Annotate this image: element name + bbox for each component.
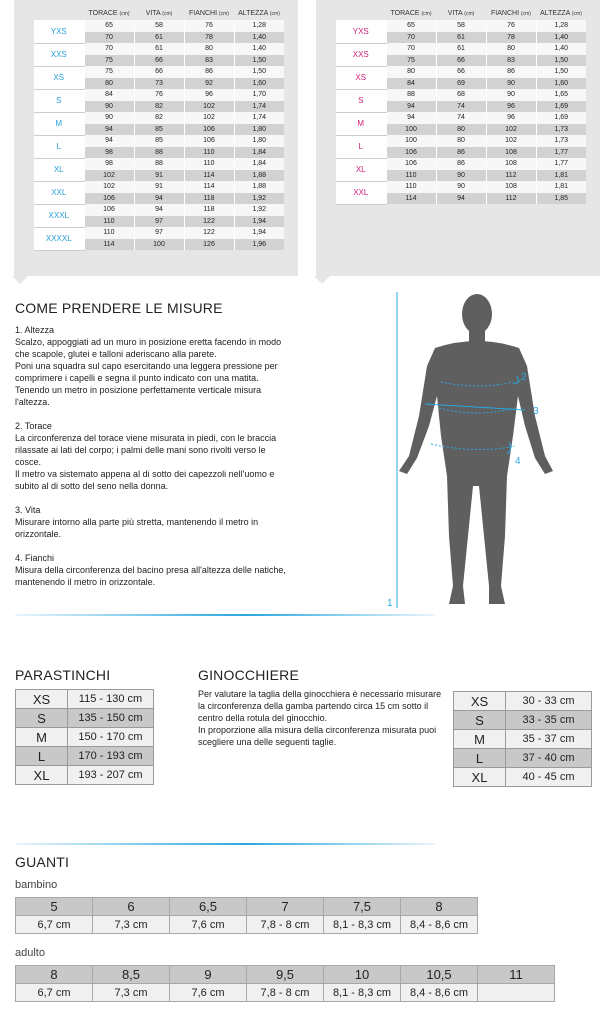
glove-size-cell: 9,5 xyxy=(247,966,324,984)
table-cell: 92 xyxy=(184,78,234,90)
ginocchiere-text-1: Per valutare la taglia della ginocchiera è necessario misurare la circonferenza della gamba partendo circa 15 cm sotto il centro della rotula del ginocchio. xyxy=(198,689,442,723)
table-cell: 69 xyxy=(436,78,486,90)
label-3: 3 xyxy=(533,406,539,417)
size-table-panel-right xyxy=(316,0,600,276)
table-cell: 83 xyxy=(486,55,536,67)
table-cell: 85 xyxy=(134,135,184,147)
table-cell: 94 xyxy=(436,193,486,205)
table-cell: 80 xyxy=(486,43,536,55)
size-label: XXS xyxy=(34,43,84,66)
table-cell: 78 xyxy=(184,32,234,44)
table-row xyxy=(34,227,284,239)
table-cell: 1,88 xyxy=(234,170,284,182)
table-cell: 1,50 xyxy=(536,66,586,78)
table-row xyxy=(34,181,284,193)
glove-size-cell: 11 xyxy=(478,966,555,984)
table-cell: 76 xyxy=(486,20,536,32)
table-cell: 66 xyxy=(436,66,486,78)
header-torace: TORACE (cm) xyxy=(390,10,432,17)
adulto-label: adulto xyxy=(15,947,45,959)
glove-cm-cell: 7,8 - 8 cm xyxy=(247,984,324,1002)
table-row xyxy=(336,158,586,170)
label-1: 1 xyxy=(387,598,393,609)
parastinchi-table xyxy=(15,689,154,785)
glove-cm-cell: 7,3 cm xyxy=(93,984,170,1002)
table-cell: 1,40 xyxy=(536,32,586,44)
table-cell: 118 xyxy=(184,193,234,205)
size-label: XL xyxy=(336,158,386,181)
size-label: S xyxy=(34,89,84,112)
table-cell: 98 xyxy=(84,158,134,170)
table-cell: 1,74 xyxy=(234,112,284,124)
table-cell: 94 xyxy=(134,193,184,205)
table-cell: 86 xyxy=(436,158,486,170)
table-cell: 90 xyxy=(436,170,486,182)
table-cell: 1,60 xyxy=(234,78,284,90)
instruction-heading: 2. Torace xyxy=(15,421,52,431)
body-silhouette xyxy=(399,294,553,604)
table-cell: 78 xyxy=(486,32,536,44)
table-cell: 1,74 xyxy=(234,101,284,113)
table-cell: 106 xyxy=(184,124,234,136)
table-cell: 110 xyxy=(84,216,134,228)
table-row xyxy=(454,768,592,787)
table-cell: 70 xyxy=(84,32,134,44)
table-cell: 94 xyxy=(134,204,184,216)
section-divider xyxy=(15,843,435,845)
instruction-line: Il metro va sistemato appena al di sotto dei capezzoli nell'uomo e subito al di sotto del seno nella donna. xyxy=(15,469,275,491)
table-cell: 90 xyxy=(84,101,134,113)
table-cell: 100 xyxy=(134,239,184,251)
table-cell: 97 xyxy=(134,216,184,228)
table-cell: 1,94 xyxy=(234,227,284,239)
size-cell: XL xyxy=(454,768,506,787)
table-cell: 70 xyxy=(386,43,436,55)
table-cell: 80 xyxy=(84,78,134,90)
table-cell: 1,84 xyxy=(234,158,284,170)
table-cell: 82 xyxy=(134,101,184,113)
size-label: M xyxy=(336,112,386,135)
table-row xyxy=(336,112,586,124)
table-cell: 110 xyxy=(386,181,436,193)
size-label: XS xyxy=(336,66,386,89)
ginocchiere-text xyxy=(198,688,448,748)
table-cell: 86 xyxy=(486,66,536,78)
size-cell: L xyxy=(454,749,506,768)
bambino-label: bambino xyxy=(15,879,58,891)
size-cell: XS xyxy=(454,692,506,711)
size-cell: M xyxy=(16,728,68,747)
table-cell: 108 xyxy=(486,147,536,159)
table-cell: 90 xyxy=(84,112,134,124)
size-label: L xyxy=(336,135,386,158)
ginocchiere-table xyxy=(453,691,592,787)
measure-cell: 35 - 37 cm xyxy=(506,730,592,749)
ginocchiere-title: GINOCCHIERE xyxy=(198,667,299,683)
size-cell: XL xyxy=(16,766,68,785)
table-cell: 1,81 xyxy=(536,170,586,182)
table-cell: 1,70 xyxy=(234,89,284,101)
table-cell: 102 xyxy=(84,170,134,182)
instruction-block xyxy=(15,420,290,492)
table-cell: 106 xyxy=(386,158,436,170)
size-cell: M xyxy=(454,730,506,749)
glove-size-cell: 10,5 xyxy=(401,966,478,984)
table-row xyxy=(34,112,284,124)
table-cell: 65 xyxy=(386,20,436,32)
glove-cm-row xyxy=(16,984,555,1002)
table-cell: 91 xyxy=(134,181,184,193)
size-table-panel-left xyxy=(14,0,298,276)
table-cell: 1,28 xyxy=(536,20,586,32)
table-cell: 110 xyxy=(84,227,134,239)
measure-instructions xyxy=(15,324,290,600)
instruction-line: Scalzo, appoggiati ad un muro in posizione eretta facendo in modo che scapole, glutei e talloni aderiscano alla parete. xyxy=(15,337,282,359)
table-cell: 80 xyxy=(436,135,486,147)
size-label: YXS xyxy=(336,20,386,43)
size-label: XXS xyxy=(336,43,386,66)
glove-cm-cell xyxy=(478,984,555,1002)
table-cell: 1,92 xyxy=(234,204,284,216)
header-fianchi: FIANCHI (cm) xyxy=(491,10,531,17)
instruction-heading: 4. Fianchi xyxy=(15,553,55,563)
table-cell: 1,60 xyxy=(536,78,586,90)
size-cell: S xyxy=(16,709,68,728)
table-cell: 90 xyxy=(486,89,536,101)
instruction-line: Misura della circonferenza del bacino presa all'altezza delle natiche, mantenendo il metro in orizzontale. xyxy=(15,565,286,587)
size-label: L xyxy=(34,135,84,158)
table-cell: 96 xyxy=(486,112,536,124)
header-vita: VITA (cm) xyxy=(145,10,173,17)
ginocchiere-text-2: In proporzione alla misura della circonferenza misurata puoi scegliere una delle seguenti taglie. xyxy=(198,725,437,747)
table-cell: 90 xyxy=(486,78,536,90)
instruction-line: Tenendo un metro in posizione perfettamente verticale misura l'altezza. xyxy=(15,385,262,407)
glove-size-row xyxy=(16,966,555,984)
table-cell: 122 xyxy=(184,216,234,228)
table-row xyxy=(34,43,284,55)
guanti-adulto-table xyxy=(15,965,555,1002)
table-cell: 97 xyxy=(134,227,184,239)
size-cell: S xyxy=(454,711,506,730)
instruction-block xyxy=(15,324,290,408)
table-cell: 1,77 xyxy=(536,147,586,159)
table-cell: 68 xyxy=(436,89,486,101)
instruction-heading: 1. Altezza xyxy=(15,325,55,335)
table-cell: 58 xyxy=(134,20,184,32)
size-cell: L xyxy=(16,747,68,766)
header-torace: TORACE (cm) xyxy=(88,10,130,17)
table-cell: 1,73 xyxy=(536,135,586,147)
table-cell: 74 xyxy=(436,112,486,124)
size-cell: XS xyxy=(16,690,68,709)
table-cell: 75 xyxy=(386,55,436,67)
table-cell: 126 xyxy=(184,239,234,251)
table-cell: 106 xyxy=(84,204,134,216)
table-row xyxy=(454,749,592,768)
size-label: XS xyxy=(34,66,84,89)
table-cell: 61 xyxy=(134,43,184,55)
table-row xyxy=(336,135,586,147)
table-row xyxy=(16,747,154,766)
table-cell: 118 xyxy=(184,204,234,216)
table-cell: 1,88 xyxy=(234,181,284,193)
guanti-bambino-table xyxy=(15,897,478,934)
table-row xyxy=(336,43,586,55)
table-cell: 1,80 xyxy=(234,135,284,147)
glove-size-cell: 8,5 xyxy=(93,966,170,984)
glove-cm-cell: 7,3 cm xyxy=(93,916,170,934)
table-cell: 86 xyxy=(184,66,234,78)
instruction-block xyxy=(15,504,290,540)
table-cell: 102 xyxy=(84,181,134,193)
glove-size-cell: 6,5 xyxy=(170,898,247,916)
glove-cm-cell: 8,4 - 8,6 cm xyxy=(401,984,478,1002)
table-cell: 88 xyxy=(386,89,436,101)
panel-notch xyxy=(12,276,28,284)
glove-cm-row xyxy=(16,916,478,934)
table-cell: 66 xyxy=(436,55,486,67)
size-table-left xyxy=(34,10,284,251)
table-cell: 85 xyxy=(134,124,184,136)
table-cell: 91 xyxy=(134,170,184,182)
measure-cell: 170 - 193 cm xyxy=(68,747,154,766)
table-cell: 112 xyxy=(486,193,536,205)
table-cell: 66 xyxy=(134,66,184,78)
glove-size-cell: 6 xyxy=(93,898,170,916)
table-row xyxy=(34,135,284,147)
table-cell: 114 xyxy=(84,239,134,251)
table-cell: 83 xyxy=(184,55,234,67)
table-cell: 82 xyxy=(134,112,184,124)
table-cell: 110 xyxy=(184,147,234,159)
size-label: XXXXL xyxy=(34,227,84,250)
section-divider xyxy=(15,614,435,616)
glove-size-cell: 10 xyxy=(324,966,401,984)
table-cell: 90 xyxy=(436,181,486,193)
guanti-title: GUANTI xyxy=(15,854,70,870)
table-cell: 94 xyxy=(386,112,436,124)
table-cell: 94 xyxy=(84,124,134,136)
table-row xyxy=(336,181,586,193)
measure-cell: 40 - 45 cm xyxy=(506,768,592,787)
table-row xyxy=(16,690,154,709)
table-row xyxy=(34,66,284,78)
table-cell: 1,73 xyxy=(536,124,586,136)
table-cell: 96 xyxy=(486,101,536,113)
size-label: XXL xyxy=(336,181,386,204)
instruction-line: Misurare intorno alla parte più stretta, mantenendo il metro in orizzontale. xyxy=(15,517,259,539)
table-cell: 80 xyxy=(386,66,436,78)
glove-size-row xyxy=(16,898,478,916)
table-cell: 1,80 xyxy=(234,124,284,136)
table-cell: 1,69 xyxy=(536,112,586,124)
table-row xyxy=(34,204,284,216)
measure-cell: 30 - 33 cm xyxy=(506,692,592,711)
table-cell: 80 xyxy=(184,43,234,55)
table-cell: 73 xyxy=(134,78,184,90)
table-cell: 61 xyxy=(436,32,486,44)
table-cell: 96 xyxy=(184,89,234,101)
table-cell: 1,77 xyxy=(536,158,586,170)
table-cell: 76 xyxy=(134,89,184,101)
table-row xyxy=(454,711,592,730)
table-cell: 70 xyxy=(84,43,134,55)
table-cell: 1,28 xyxy=(234,20,284,32)
table-cell: 65 xyxy=(84,20,134,32)
table-cell: 84 xyxy=(386,78,436,90)
table-cell: 1,84 xyxy=(234,147,284,159)
label-4: 4 xyxy=(515,456,521,467)
size-label: YXS xyxy=(34,20,84,43)
measure-cell: 135 - 150 cm xyxy=(68,709,154,728)
header-altezza: ALTEZZA (cm) xyxy=(238,10,280,17)
table-cell: 61 xyxy=(436,43,486,55)
table-cell: 70 xyxy=(386,32,436,44)
table-cell: 66 xyxy=(134,55,184,67)
size-label: S xyxy=(336,89,386,112)
table-cell: 114 xyxy=(184,181,234,193)
table-cell: 80 xyxy=(436,124,486,136)
label-2: 2 xyxy=(521,372,527,383)
measure-cell: 193 - 207 cm xyxy=(68,766,154,785)
table-cell: 114 xyxy=(184,170,234,182)
glove-size-cell: 7,5 xyxy=(324,898,401,916)
table-cell: 75 xyxy=(84,55,134,67)
table-cell: 102 xyxy=(486,135,536,147)
table-cell: 122 xyxy=(184,227,234,239)
glove-size-cell: 7 xyxy=(247,898,324,916)
table-cell: 1,50 xyxy=(536,55,586,67)
instruction-block xyxy=(15,552,290,588)
table-cell: 106 xyxy=(184,135,234,147)
size-label: M xyxy=(34,112,84,135)
table-cell: 1,40 xyxy=(234,43,284,55)
table-cell: 98 xyxy=(84,147,134,159)
table-cell: 110 xyxy=(386,170,436,182)
table-row xyxy=(16,728,154,747)
header-vita: VITA (cm) xyxy=(447,10,475,17)
table-cell: 75 xyxy=(84,66,134,78)
measure-title: COME PRENDERE LE MISURE xyxy=(15,300,223,316)
table-cell: 86 xyxy=(436,147,486,159)
measure-cell: 150 - 170 cm xyxy=(68,728,154,747)
table-cell: 1,96 xyxy=(234,239,284,251)
glove-size-cell: 8 xyxy=(401,898,478,916)
table-cell: 1,81 xyxy=(536,181,586,193)
table-cell: 108 xyxy=(486,181,536,193)
table-cell: 100 xyxy=(386,124,436,136)
glove-size-cell: 9 xyxy=(170,966,247,984)
table-row xyxy=(16,766,154,785)
table-cell: 102 xyxy=(184,101,234,113)
table-cell: 100 xyxy=(386,135,436,147)
table-cell: 88 xyxy=(134,158,184,170)
table-cell: 1,50 xyxy=(234,55,284,67)
table-cell: 112 xyxy=(486,170,536,182)
glove-size-cell: 8 xyxy=(16,966,93,984)
body-figure xyxy=(385,286,585,614)
table-cell: 106 xyxy=(386,147,436,159)
table-cell: 61 xyxy=(134,32,184,44)
glove-cm-cell: 7,8 - 8 cm xyxy=(247,916,324,934)
size-table-right xyxy=(336,10,586,205)
table-cell: 102 xyxy=(184,112,234,124)
table-cell: 110 xyxy=(184,158,234,170)
table-cell: 1,65 xyxy=(536,89,586,101)
table-row xyxy=(34,20,284,32)
table-cell: 1,50 xyxy=(234,66,284,78)
header-fianchi: FIANCHI (cm) xyxy=(189,10,229,17)
table-cell: 58 xyxy=(436,20,486,32)
table-cell: 94 xyxy=(386,101,436,113)
table-row xyxy=(34,89,284,101)
table-cell: 1,40 xyxy=(536,43,586,55)
glove-cm-cell: 7,6 cm xyxy=(170,916,247,934)
instruction-line: Poni una squadra sul capo esercitando una leggera pressione per comprimere i capelli e segna il punto indicato con una matita. xyxy=(15,361,278,383)
measure-cell: 115 - 130 cm xyxy=(68,690,154,709)
table-cell: 1,94 xyxy=(234,216,284,228)
table-cell: 1,69 xyxy=(536,101,586,113)
glove-cm-cell: 8,4 - 8,6 cm xyxy=(401,916,478,934)
table-row xyxy=(454,692,592,711)
table-cell: 1,85 xyxy=(536,193,586,205)
table-cell: 94 xyxy=(84,135,134,147)
glove-cm-cell: 6,7 cm xyxy=(16,984,93,1002)
glove-cm-cell: 7,6 cm xyxy=(170,984,247,1002)
table-cell: 76 xyxy=(184,20,234,32)
table-row xyxy=(336,89,586,101)
size-label: XXL xyxy=(34,181,84,204)
header-altezza: ALTEZZA (cm) xyxy=(540,10,582,17)
table-cell: 1,92 xyxy=(234,193,284,205)
glove-cm-cell: 6,7 cm xyxy=(16,916,93,934)
table-cell: 114 xyxy=(386,193,436,205)
size-label: XXXL xyxy=(34,204,84,227)
table-cell: 74 xyxy=(436,101,486,113)
table-row xyxy=(336,66,586,78)
table-row xyxy=(16,709,154,728)
glove-cm-cell: 8,1 - 8,3 cm xyxy=(324,984,401,1002)
table-row xyxy=(454,730,592,749)
table-cell: 1,40 xyxy=(234,32,284,44)
size-label: XL xyxy=(34,158,84,181)
parastinchi-title: PARASTINCHI xyxy=(15,667,111,683)
table-cell: 84 xyxy=(84,89,134,101)
panel-notch xyxy=(314,276,330,284)
instruction-line: La circonferenza del torace viene misurata in piedi, con le braccia rilassate ai lati del corpo; i palmi delle mani sono rivolti verso le cosce. xyxy=(15,433,277,467)
table-cell: 108 xyxy=(486,158,536,170)
glove-size-cell: 5 xyxy=(16,898,93,916)
glove-cm-cell: 8,1 - 8,3 cm xyxy=(324,916,401,934)
table-row xyxy=(336,20,586,32)
table-cell: 102 xyxy=(486,124,536,136)
table-cell: 88 xyxy=(134,147,184,159)
measure-cell: 33 - 35 cm xyxy=(506,711,592,730)
instruction-heading: 3. Vita xyxy=(15,505,41,515)
table-cell: 106 xyxy=(84,193,134,205)
table-row xyxy=(34,158,284,170)
measure-cell: 37 - 40 cm xyxy=(506,749,592,768)
